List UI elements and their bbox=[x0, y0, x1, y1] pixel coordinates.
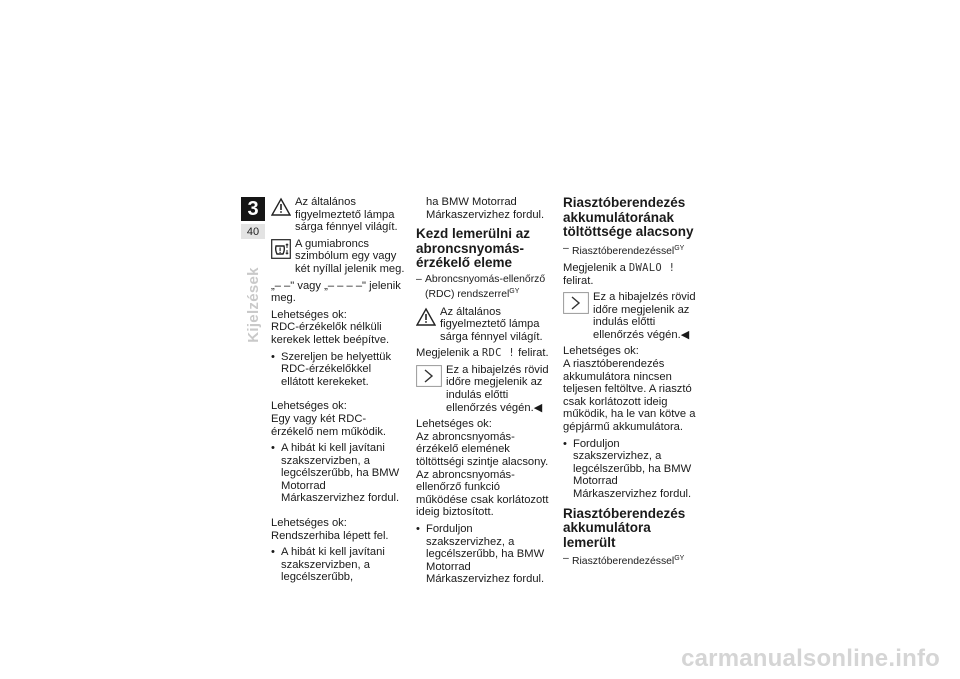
info-note bbox=[563, 291, 699, 341]
display-code: DWALO ! bbox=[628, 261, 676, 274]
chapter-number: 3 bbox=[241, 197, 265, 221]
cause-text: Az abroncsnyomás-érzékelő elemének töltöttségi szintje alacsony. Az abroncsnyomás-ellenőrző funkció működése csak korlátozott ideig biztosított. bbox=[416, 430, 549, 519]
section-heading: Riasztóberendezés akkumulátora lemerült bbox=[563, 505, 686, 550]
cause-text: Rendszerhiba lépett fel. bbox=[271, 529, 389, 542]
warning-text: Az általános figyelmeztető lámpa sárga fénnyel világít. bbox=[295, 196, 398, 234]
display-prefix: Megjelenik a bbox=[416, 347, 479, 360]
cause-label: Lehetséges ok: bbox=[271, 308, 347, 321]
condition-line bbox=[563, 553, 699, 568]
section-heading: Kezd lemerülni az abroncsnyomás-érzékelő eleme bbox=[416, 226, 531, 271]
dashes-line: „– –" vagy „– – – –" jelenik meg. bbox=[271, 279, 401, 305]
info-note bbox=[416, 364, 551, 414]
condition-line bbox=[416, 274, 551, 302]
column-2 bbox=[416, 196, 551, 590]
warning-note bbox=[271, 196, 407, 234]
cause-label: Lehetséges ok: bbox=[271, 517, 347, 530]
cause-label: Lehetséges ok: bbox=[416, 418, 492, 431]
condition-line bbox=[563, 243, 699, 258]
cause-text: RDC-érzékelők nélküli kerekek lettek beépítve. bbox=[271, 321, 390, 346]
info-arrow-icon bbox=[416, 365, 442, 387]
display-suffix: felirat. bbox=[518, 347, 549, 360]
page-number: 40 bbox=[241, 224, 265, 239]
column-3 bbox=[563, 196, 699, 573]
cause-label: Lehetséges ok: bbox=[271, 400, 347, 413]
tire-pressure-icon bbox=[271, 239, 291, 259]
display-line bbox=[416, 347, 551, 360]
section-heading: Riasztóberendezés akkumulátorának töltöttsége alacsony bbox=[563, 195, 694, 239]
action-bullet: • Forduljon szakszervizhez, a legcélszerűbb, ha BMW Motorrad Márkaszervizhez fordul. bbox=[416, 523, 551, 586]
warning-triangle-icon bbox=[271, 197, 291, 217]
warning-text: Az általános figyelmeztető lámpa sárga fénnyel világít. bbox=[440, 305, 543, 343]
cause-label: Lehetséges ok: bbox=[563, 345, 639, 358]
action-bullet: • A hibát ki kell javítani szakszervizben, a legcélszerűbb, bbox=[271, 546, 407, 584]
condition-text: Riasztóberendezéssel bbox=[572, 556, 675, 568]
tire-text: A gumiabroncs szimbólum egy vagy két nyíllal jelenik meg. bbox=[295, 237, 405, 275]
column-1 bbox=[271, 196, 407, 588]
info-text: Ez a hibajelzés rövid időre megjelenik az indulás előtti ellenőrzés végén.◀ bbox=[593, 291, 696, 341]
action-bullet: • Szereljen be helyettük RDC-érzékelőkkel ellátott kerekeket. bbox=[271, 351, 407, 389]
condition-text: Riasztóberendezéssel bbox=[572, 245, 675, 257]
display-prefix: Megjelenik a bbox=[563, 261, 626, 274]
condition-superscript: GY bbox=[674, 555, 685, 563]
condition-text: Abroncsnyomás-ellenőrző (RDC) rendszerrel bbox=[425, 273, 546, 301]
cause-text: Egy vagy két RDC-érzékelő nem működik. bbox=[271, 412, 387, 438]
display-suffix: felirat. bbox=[563, 274, 594, 287]
display-code: RDC ! bbox=[481, 347, 516, 360]
watermark: carmanualsonline.info bbox=[681, 645, 940, 672]
condition-superscript: GY bbox=[674, 244, 685, 252]
action-bullet: • Forduljon szakszervizhez, a legcélszerűbb, ha BMW Motorrad Márkaszervizhez fordul. bbox=[563, 438, 699, 501]
info-text: Ez a hibajelzés rövid időre megjelenik az indulás előtti ellenőrzés végén.◀ bbox=[446, 363, 549, 414]
tire-note bbox=[271, 238, 407, 276]
display-line bbox=[563, 262, 699, 287]
condition-superscript: GY bbox=[509, 288, 520, 296]
warning-note bbox=[416, 306, 551, 344]
warning-triangle-icon bbox=[416, 307, 436, 327]
continued-text: ha BMW Motorrad Márkaszervizhez fordul. bbox=[426, 196, 545, 221]
section-title: Kijelzések bbox=[244, 267, 262, 343]
info-arrow-icon bbox=[563, 292, 589, 314]
cause-text: A riasztóberendezés akkumulátora nincsen teljesen feltöltve. A riasztó csak korlátozott ideig működik, ha le van kötve a gépjármű akkumulátora. bbox=[563, 358, 696, 434]
action-bullet: • A hibát ki kell javítani szakszervizben, a legcélszerűbb, ha BMW Motorrad Márkaszervizhez fordul. bbox=[271, 442, 407, 505]
